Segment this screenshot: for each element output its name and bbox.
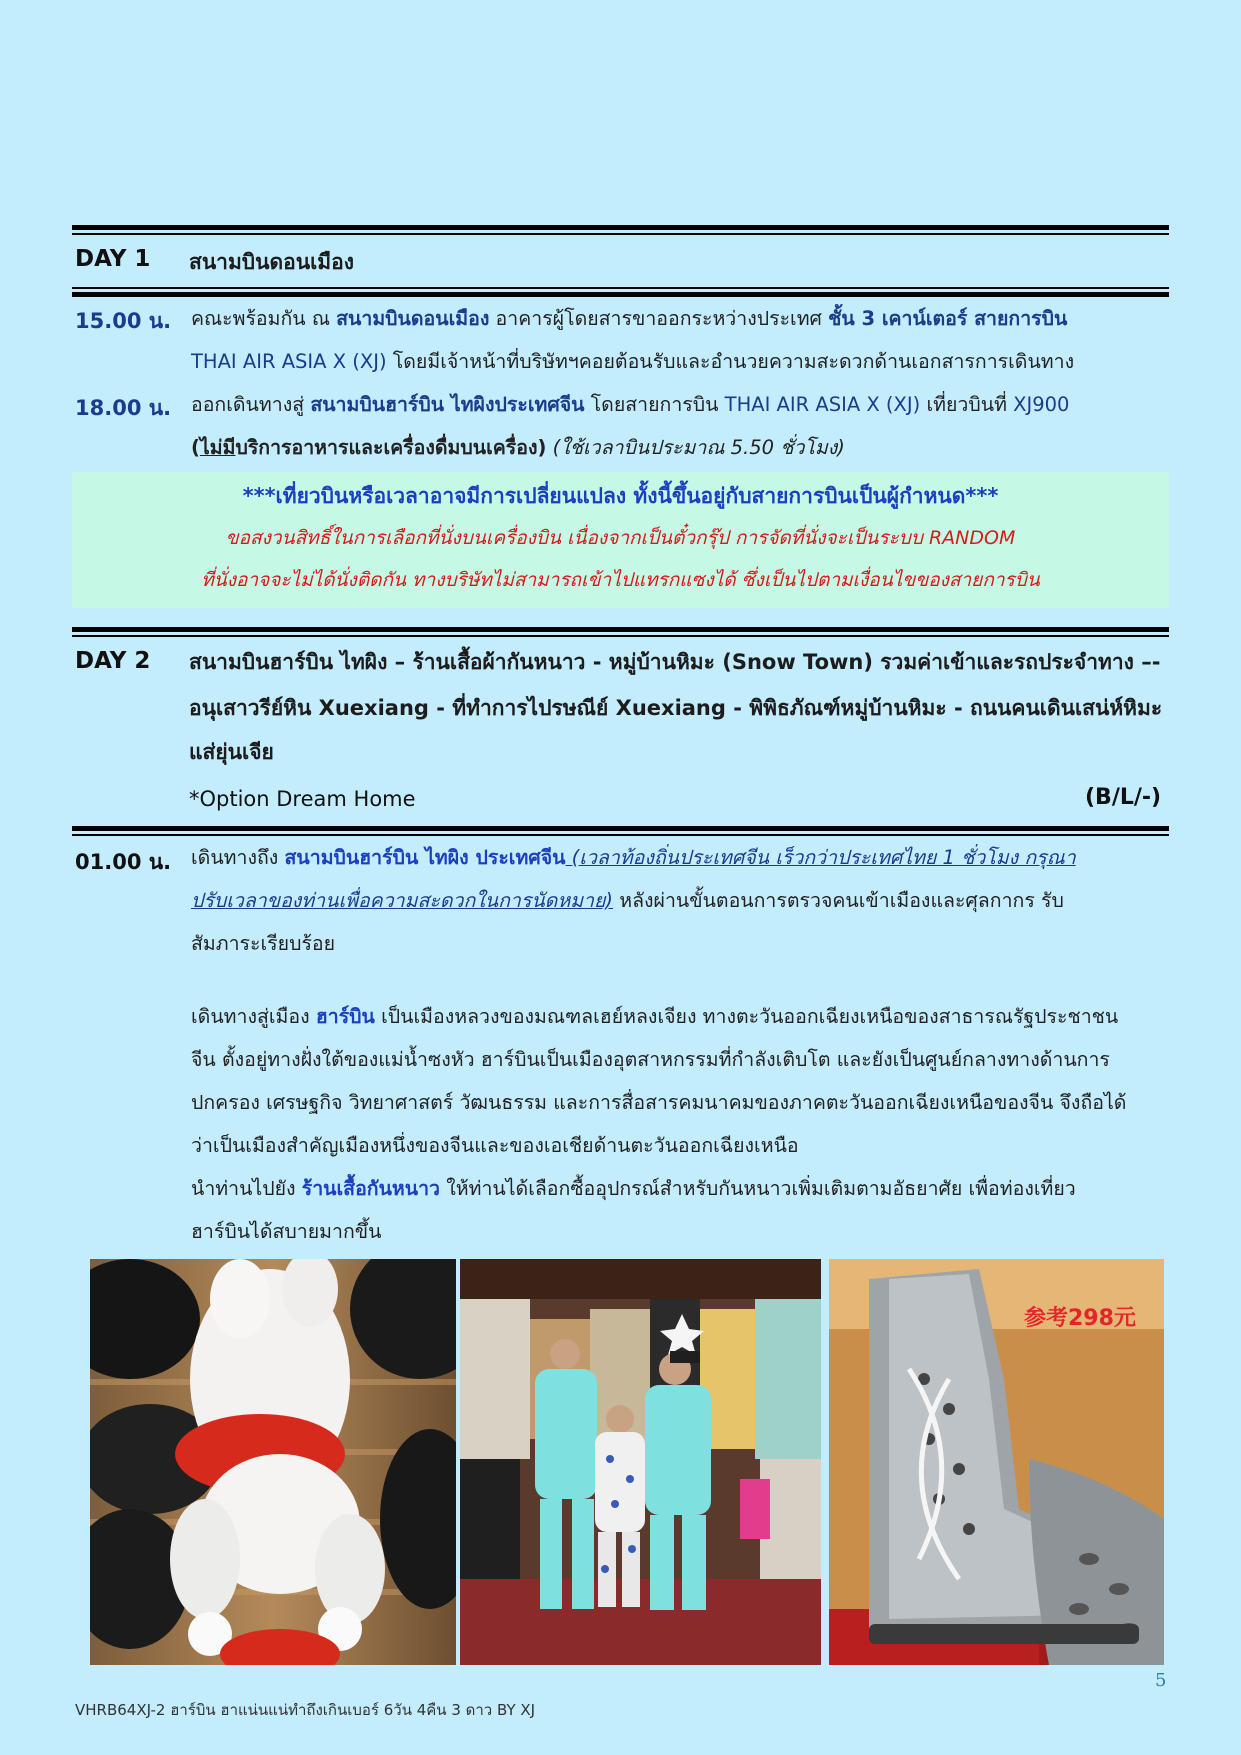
- entry-time: 18.00 น.: [75, 396, 172, 420]
- photo-snow-boots: [829, 1259, 1164, 1665]
- notice-line-1: ***เที่ยวบินหรือเวลาอาจมีการเปลี่ยนแปลง ทั้งนี้ขึ้นอยู่กับสายการบินเป็นผู้กำหนด***: [242, 484, 999, 508]
- notice-line-3: ที่นั่งอาจจะไม่ได้นั่งติดกัน ทางบริษัทไม่สามารถเข้าไปแทรกแซงได้ ซึ่งเป็นไปตามเงื่อนไขของสายการบิน: [201, 569, 1040, 591]
- day2-top-rule-thin: [72, 635, 1169, 637]
- entry-time: 15.00 น.: [75, 309, 172, 333]
- flight-notice-box: [72, 472, 1169, 608]
- entry-text: คณะพร้อมกัน ณ สนามบินดอนเมือง อาคารผู้โดยสารขาออกระหว่างประเทศ ชั้น 3 เคาน์เตอร์ สายการบิน THAI AIR ASIA X (XJ) โดยมีเจ้าหน้าที่บริษัทฯคอยต้อนรับและอำนวยความสะดวกด้านเอกสารการเดินทาง: [191, 307, 1075, 373]
- price-tag-text: 参考298元: [1024, 1306, 1136, 1331]
- harbin-description: เดินทางสู่เมือง ฮาร์บิน เป็นเมืองหลวงของมณฑลเฮย์หลงเจียง ทางตะวันออกเฉียงเหนือของสาธารณรัฐประชาชน จีน ตั้งอยู่ทางฝั่งใต้ของแม่น้ำซงหัว ฮาร์บินเป็นเมืองอุตสาหกรรมที่กำลังเติบโต และยังเป็นศูนย์กลางทางด้านการ ปกครอง เศรษฐกิจ วิทยาศาสตร์ วัฒนธรรม และการสื่อสารคมนาคมของภาคตะวันออกเฉียงเหนือของจีน จึงถือได้ ว่าเป็นเมืองสำคัญเมืองหนึ่งของจีนและของเอเชียด้านตะวันออกเฉียงเหนือ นำท่านไปยัง ร้านเสื้อกันหนาว ให้ท่านได้เลือกซื้ออุปกรณ์สำหรับกันหนาวเพิ่มเติมตามอัธยาศัย เพื่อท่องเที่ยว ฮาร์บินได้สบายมากขึ้น: [191, 1005, 1127, 1243]
- day2-top-rule-thick: [72, 627, 1169, 632]
- day1-top-rule-thick: [72, 225, 1169, 230]
- day2-bottom-rule-thick: [72, 826, 1169, 831]
- entry-time: 01.00 น.: [75, 850, 172, 874]
- day1-bottom-rule-thin: [72, 287, 1169, 289]
- entry-text: เดินทางถึง สนามบินฮาร์บิน ไทผิง ประเทศจีน (เวลาท้องถิ่นประเทศจีน เร็วกว่าประเทศไทย 1 ชั่วโมง กรุณา ปรับเวลาของท่านเพื่อความสะดวกในการนัดหมาย) หลังผ่านขั้นตอนการตรวจคนเข้าเมืองและศุลกากร รับ สัมภาระเรียบร้อย: [191, 846, 1076, 955]
- day1-label: DAY 1: [75, 246, 151, 272]
- photo-family-ski-suits: [460, 1259, 821, 1665]
- day2-title-line-3: แส่ยุ่นเจีย: [189, 740, 274, 764]
- day1-top-rule-thin: [72, 233, 1169, 235]
- day2-meals: (B/L/-): [1085, 785, 1162, 810]
- photo-plush-hats: [90, 1259, 456, 1665]
- entry-text: ออกเดินทางสู่ สนามบินฮาร์บิน ไทผิงประเทศจีน โดยสายการบิน THAI AIR ASIA X (XJ) เที่ยวบินที่ XJ900 (ไม่มีบริการอาหารและเครื่องดื่มบนเครื่อง) (ใช้เวลาบินประมาณ 5.50 ชั่วโมง): [191, 393, 1070, 459]
- day2-title-line-2: อนุเสาวรีย์หิน Xuexiang - ที่ทำการไปรษณีย์ Xuexiang - พิพิธภัณฑ์หมู่บ้านหิมะ - ถนนคนเดินเสน่ห์หิมะ: [189, 696, 1163, 720]
- day2-label: DAY 2: [75, 648, 151, 674]
- day2-option: *Option Dream Home: [189, 787, 416, 811]
- footer-tour-code: VHRB64XJ-2 ฮาร์บิน ฮาแน่นแน่ทำถึงเกินเบอร์ 6วัน 4คืน 3 ดาว BY XJ: [75, 1701, 536, 1719]
- day2-title-line-1: สนามบินฮาร์บิน ไทผิง – ร้านเสื้อผ้ากันหนาว - หมู่บ้านหิมะ (Snow Town) รวมค่าเข้าและรถประจำทาง –-: [189, 650, 1161, 674]
- day1-title: สนามบินดอนเมือง: [189, 250, 354, 274]
- page-number: 5: [1155, 1670, 1167, 1691]
- notice-line-2: ขอสงวนสิทธิ์ในการเลือกที่นั่งบนเครื่องบิน เนื่องจากเป็นตั๋วกรุ๊ป การจัดที่นั่งจะเป็นระบบ RANDOM: [225, 527, 1016, 549]
